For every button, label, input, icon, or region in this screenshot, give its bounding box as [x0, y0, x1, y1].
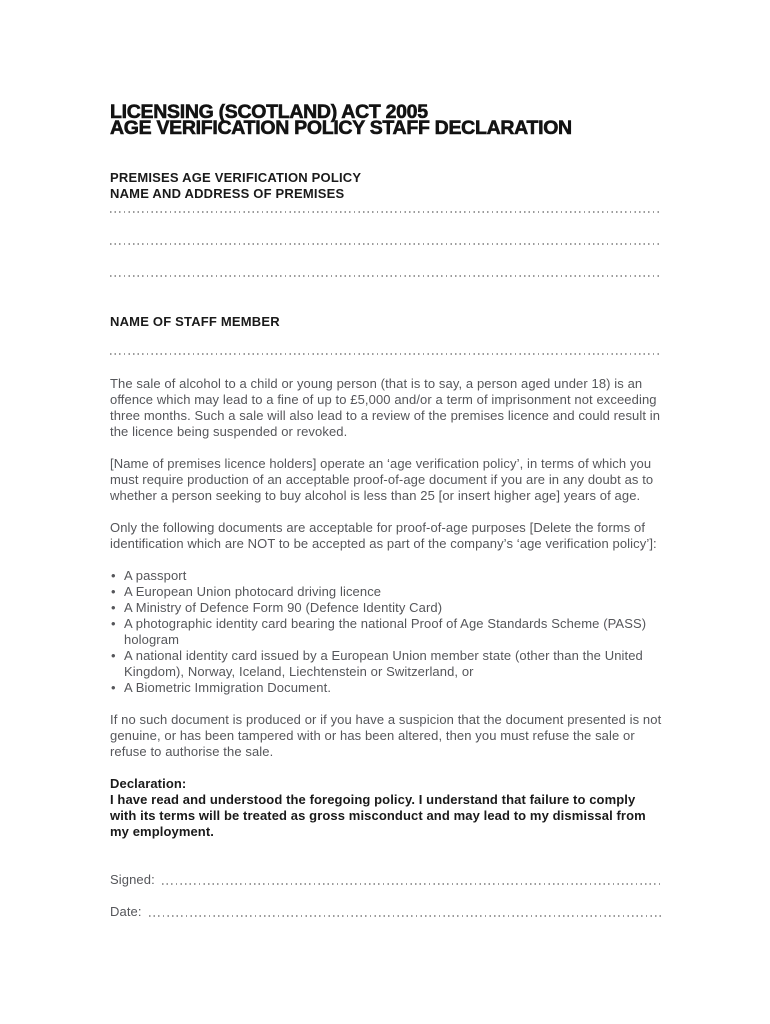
premises-section-heading [110, 170, 662, 202]
premises-address-field-line-1[interactable] [110, 211, 662, 213]
paragraph-policy: [Name of premises licence holders] operate an ‘age verification policy’, in terms of which you must require production of an acceptable proof-of-age document if you are in any doubt as to whether a person seeking to buy alcohol is less than 25 [or insert higher age] years of age. [110, 456, 654, 503]
accepted-documents-list [110, 568, 662, 696]
premises-address-field-line-3[interactable] [110, 275, 662, 277]
list-item-pass-card: • A photographic identity card bearing the national Proof of Age Standards Scheme (PASS) hologram [110, 616, 662, 648]
staff-member-heading-text: NAME OF STAFF MEMBER [110, 314, 280, 329]
list-item-passport: • A passport [110, 568, 662, 584]
list-item-eu-driving-licence: • A European Union photocard driving licence [110, 584, 662, 600]
paragraph-offence: The sale of alcohol to a child or young person (that is to say, a person aged under 18) is an offence which may lead to a fine of up to £5,000 and/or a term of imprisonment not exceeding three months. Such a sale will also lead to a review of the premises licence and could result in the licence being suspended or revoked. [110, 376, 661, 439]
staff-name-field-line[interactable] [110, 353, 662, 355]
document-title-line2: AGE VERIFICATION POLICY STAFF DECLARATION [110, 117, 572, 139]
document-title-line1: LICENSING (SCOTLAND) ACT 2005 [110, 101, 428, 123]
signed-row [110, 872, 662, 888]
signature-field-line[interactable] [162, 883, 662, 885]
paragraph-acceptable-documents: Only the following documents are acceptable for proof-of-age purposes [Delete the forms of identification which are NOT to be accepted as part of the company’s ‘age verification policy’]: [110, 520, 657, 551]
document-title [110, 101, 662, 139]
premises-name-address-heading: NAME AND ADDRESS OF PREMISES [110, 186, 345, 201]
list-item-biometric-document: • A Biometric Immigration Document. [110, 680, 662, 696]
date-field-line[interactable] [149, 915, 662, 917]
document-content [110, 0, 662, 920]
premises-policy-heading: PREMISES AGE VERIFICATION POLICY [110, 170, 362, 185]
date-label: Date: [110, 904, 142, 919]
paragraph-refuse-sale: If no such document is produced or if you have a suspicion that the document presented is not genuine, or has been tampered with or has been altered, then you must refuse the sale or refuse to authorise the sale. [110, 712, 662, 759]
staff-member-heading [110, 314, 662, 330]
list-item-mod-form-90: • A Ministry of Defence Form 90 (Defence Identity Card) [110, 600, 662, 616]
declaration-label: Declaration: [110, 776, 187, 791]
declaration-text: I have read and understood the foregoing policy. I understand that failure to comply with its terms will be treated as gross misconduct and may lead to my dismissal from my employment. [110, 792, 646, 839]
signed-label: Signed: [110, 872, 155, 887]
list-item-national-identity-card: • A national identity card issued by a European Union member state (other than the United Kingdom), Norway, Iceland, Liechtenstein or Switzerland, or [110, 648, 662, 680]
premises-address-field-line-2[interactable] [110, 243, 662, 245]
date-row [110, 904, 662, 920]
declaration-section [110, 776, 662, 840]
